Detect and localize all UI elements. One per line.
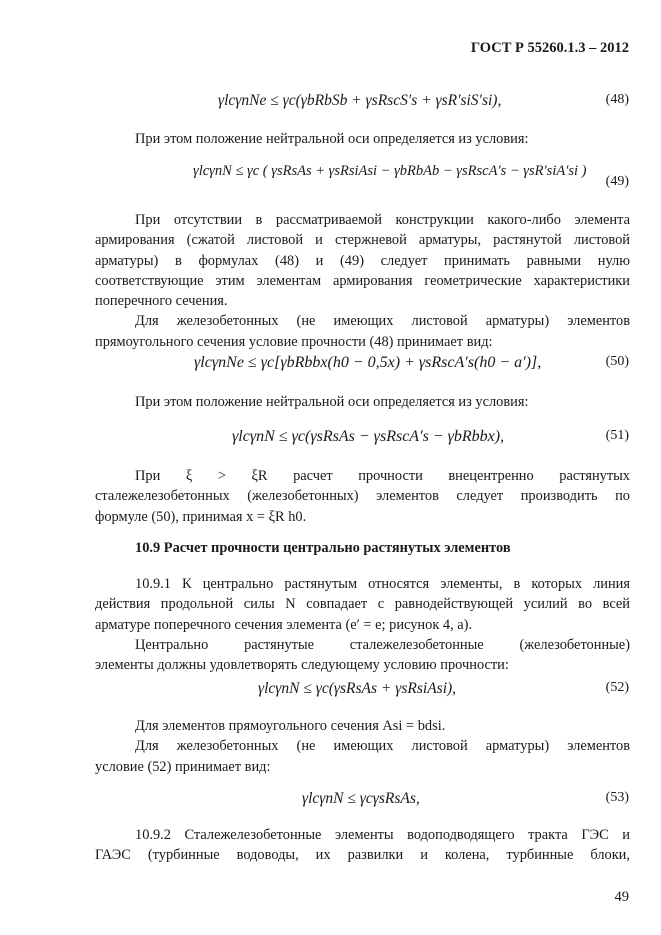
equation-51-formula: γlcγnN ≤ γc(γsRsAs − γsRscA′s − γbRbbx),	[232, 428, 505, 445]
equation-52-number: (52)	[605, 680, 629, 695]
text-line: поперечного сечения.	[95, 293, 228, 310]
text-line: 10.9.2 Сталежелезобетонные элементы водоподводящего тракта ГЭС и	[135, 827, 630, 843]
text-line: соответствующие этим элементам армирования геометрические характеристики	[95, 272, 630, 289]
text-line: формуле (50), принимая x = ξR h0.	[95, 508, 307, 525]
paragraph-neutral-axis-2	[95, 392, 630, 412]
equation-49-number: (49)	[605, 174, 629, 189]
equation-52-formula: γlcγnN ≤ γc(γsRsAs + γsRsiAsi),	[258, 680, 457, 697]
text-line: действия продольной силы N совпадает с равнодействующей усилий во всей	[95, 596, 630, 613]
text-line: армирования (сжатой листовой и стержневой арматуры, растянутой листовой	[95, 232, 630, 249]
text-line: арматуры) в формулах (48) и (49) следует принимать равными нулю	[95, 252, 630, 269]
equation-48-number: (48)	[605, 92, 629, 107]
equation-48-formula: γlcγnNe ≤ γc(γbRbSb + γsRscS′s + γsR′siS′si),	[218, 92, 502, 109]
text-line: При отсутствии в рассматриваемой конструкции какого-либо элемента	[135, 212, 630, 228]
equation-53-formula: γlcγnN ≤ γcγsRsAs,	[302, 790, 420, 807]
section-heading-10-9: 10.9 Расчет прочности центрально растянутых элементов	[135, 540, 511, 556]
paragraph-10-9-2	[95, 825, 630, 866]
text-line: элементы должны удовлетворять следующему условию прочности:	[95, 657, 509, 674]
equation-50-formula: γlcγnNe ≤ γc[γbRbbx(h0 − 0,5x) + γsRscA′s(h0 − a′)],	[194, 354, 542, 371]
text-line: прямоугольного сечения условие прочности (48) принимает вид:	[95, 333, 493, 350]
text-line: условие (52) принимает вид:	[95, 758, 271, 775]
text-line: Для железобетонных (не имеющих листовой арматуры) элементов	[135, 738, 630, 755]
text-line: 10.9.1 К центрально растянутым относятся элементы, в которых линия	[135, 576, 630, 592]
paragraph-text: При этом положение нейтральной оси определяется из условия:	[135, 131, 529, 147]
page-number: 49	[614, 889, 629, 905]
equation-50-number: (50)	[605, 354, 629, 369]
equation-49-formula: γlcγnN ≤ γc ( γsRsAs + γsRsiAsi − γbRbAb − γsRscA′s − γsR′siA′si )	[193, 163, 587, 179]
text-line: сталежелезобетонных (железобетонных) элементов следует производить по	[95, 488, 630, 505]
paragraph-xi-condition	[95, 466, 630, 527]
document-header: ГОСТ Р 55260.1.3 – 2012	[470, 40, 629, 56]
paragraph-10-9-1	[95, 574, 630, 675]
equation-53-number: (53)	[605, 790, 629, 805]
text-line: При ξ > ξR расчет прочности внецентренно растянутых	[135, 468, 630, 484]
paragraph-text: Для элементов прямоугольного сечения Asi = bdsi.	[135, 718, 446, 734]
paragraph-absence-of-reinforcement	[95, 210, 630, 352]
text-line: арматуре поперечного сечения элемента (e′ = e; рисунок 4, а).	[95, 616, 473, 633]
paragraph-rect-section	[95, 716, 630, 777]
text-line: Центрально растянутые сталежелезобетонные (железобетонные)	[135, 636, 630, 653]
equation-51-number: (51)	[605, 428, 629, 443]
paragraph-text: При этом положение нейтральной оси определяется из условия:	[135, 394, 529, 410]
paragraph-neutral-axis-1	[95, 129, 630, 149]
text-line: Для железобетонных (не имеющих листовой арматуры) элементов	[135, 313, 630, 330]
text-line: ГАЭС (турбинные водоводы, их развилки и колена, турбинные блоки,	[95, 847, 630, 864]
